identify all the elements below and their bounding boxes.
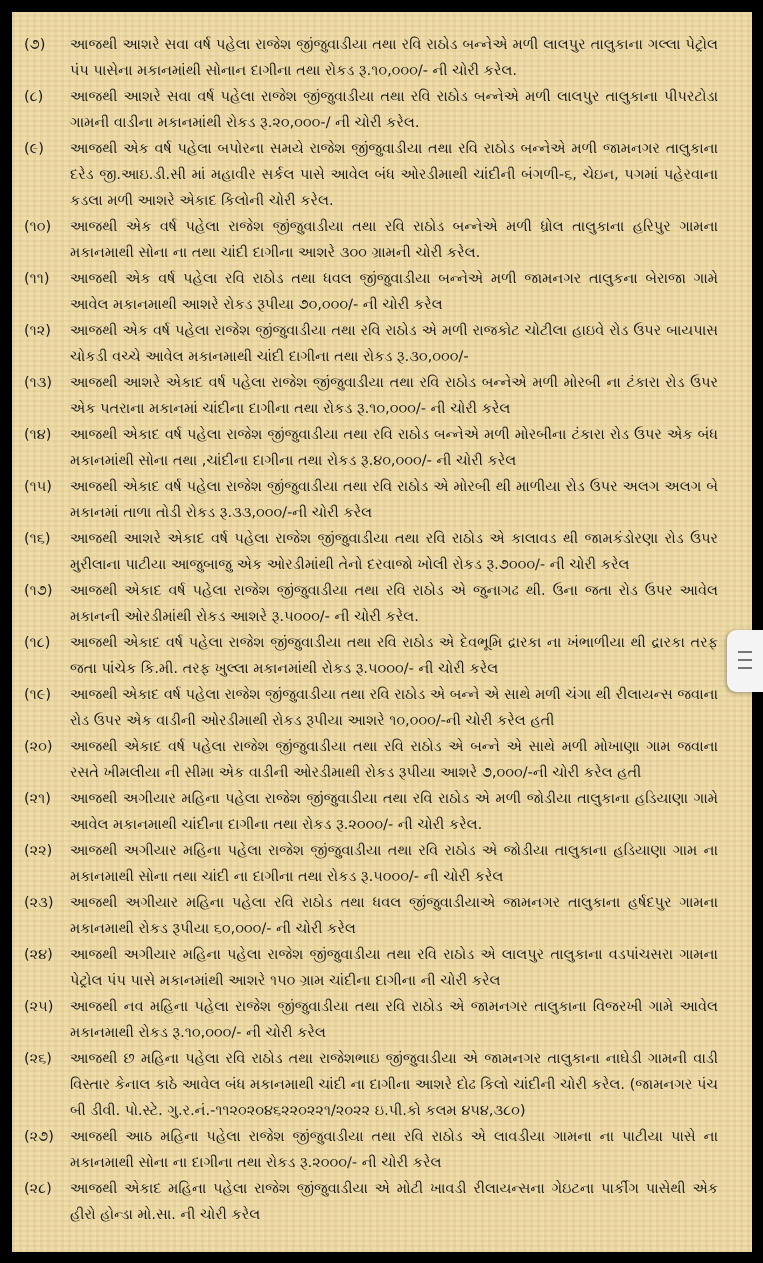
list-item	[12, 370, 752, 422]
entry-number: (૧૩)	[24, 375, 53, 391]
grip-line-icon	[738, 659, 752, 661]
entry-number: (૮)	[24, 89, 44, 105]
entry-number: (૨૧)	[24, 791, 51, 807]
entry-text: આજથી એકાદ મહિના પહેલા રાજેશ જીંજુવાડીયા એ મોટી ખાવડી રીલાયન્સના ગેઇટના પાર્કીગ પાસેથી એક હીરો હોન્ડા મો.સા. ની ચોરી કરેલ	[70, 1181, 718, 1223]
list-item	[12, 1124, 752, 1176]
entry-number: (૧૭)	[24, 583, 53, 599]
entry-number: (૨૩)	[24, 895, 54, 911]
entry-number: (૨૦)	[24, 739, 53, 755]
entry-text: આજથી એકાદ વર્ષ પહેલા રાજેશ જીંજુવાડીયા તથા રવિ રાઠોડ એ જુનાગઢ થી. ઉના જતા રોડ ઉપર આવેલ મકાનની ઓરડીમાંથી રોકડ આશરે રૂ.૫૦૦૦/- ની ચોરી કરેલ.	[70, 583, 718, 625]
list-item	[12, 32, 752, 84]
entry-number: (૧૮)	[24, 635, 51, 651]
entry-number: (૭)	[24, 37, 46, 53]
entry-number: (૧૨)	[24, 323, 51, 339]
list-item	[12, 318, 752, 370]
list-item	[12, 786, 752, 838]
grip-line-icon	[738, 667, 752, 669]
list-item	[12, 266, 752, 318]
entry-number: (૧૬)	[24, 531, 51, 547]
entry-text: આજથી એક વર્ષ પહેલા રાજેશ જીંજુવાડીયા તથા રવિ રાઠોડ બન્નેએ મળી ધ્રોલ તાલુકાના હરિપુર ગામના મકાનમાથી સોના ના તથા ચાંદી દાગીના આશરે ૩૦૦ ગ્રામની ચોરી કરેલ.	[70, 219, 718, 261]
entry-text: આજથી અગીયાર મહિના પહેલા રાજેશ જીંજુવાડીયા તથા રવિ રાઠોડ એ મળી જોડીયા તાલુકાના હડિયાણા ગામે આવેલ મકાનમાથી ચાંદીના દાગીના તથા રોકડ રૂ.૨૦૦૦/- ની ચોરી કરેલ.	[70, 791, 718, 833]
entry-text: આજથી અગીયાર મહિના પહેલા રવિ રાઠોડ તથા ધવલ જીંજુવાડીયાએ જામનગર તાલુકાના હર્ષદપુર ગામના મકાનમાથી રોકડ રૂપીયા ૬૦,૦૦૦/- ની ચોરી કરેલ	[70, 895, 718, 937]
entry-text: આજથી એક વર્ષ પહેલા બપોરના સમયે રાજેશ જીંજુવાડીયા તથા રવિ રાઠોડ બન્નેએ મળી જામનગર તાલુકાના દરેડ જી.આઇ.ડી.સી માં મહાવીર સર્કલ પાસે આવેલ બંધ ઓરડીમાથી ચાંદીની બંગળી-૬, ચેઇન, પગમાં પહેરવાના કડલા મળી આશરે એકાદ કિલોની ચોરી કરેલ.	[70, 141, 718, 209]
list-item	[12, 890, 752, 942]
entry-text: આજથી આઠ મહિના પહેલા રાજેશ જીંજુવાડીયા તથા રવિ રાઠોડ એ લાવડીયા ગામના ના પાટીયા પાસે ના મકાનમાથી સોના ના દાગીના તથા રોકડ રૂ.૨૦૦૦/- ની ચોરી કરેલ	[70, 1129, 718, 1171]
entry-text: આજથી અગીયાર મહિના પહેલા રાજેશ જીંજુવાડીયા તથા રવિ રાઠોડ એ જોડીયા તાલુકાના હડિયાણા ગામ ના મકાનમાથી સોના તથા ચાંદી ના દાગીના તથા રોકડ રૂ.૫૦૦૦/- ની ચોરી કરેલ	[70, 843, 718, 885]
list-item	[12, 630, 752, 682]
entry-number: (૧૦)	[24, 219, 52, 235]
list-item	[12, 682, 752, 734]
entry-text: આજથી આશરે સવા વર્ષ પહેલા રાજેશ જીંજુવાડીયા તથા રવિ રાઠોડ બન્નેએ મળી લાલપુર તાલુકાના ગલ્લા પેટ્રોલ પંપ પાસેના મકાનમાંથી સોનાન દાગીના તથા રોકડ રૂ.૧૦,૦૦૦/- ની ચોરી કરેલ.	[70, 37, 718, 79]
entry-text: આજથી એકાદ વર્ષ પહેલા રાજેશ જીંજુવાડીયા તથા રવિ રાઠોડ એ બન્ને એ સાથે મળી મોખાણા ગામ જવાના રસતે ખીમલીયા ની સીમા એક વાડીની ઓરડીમાથી રોકડ રૂપીયા આશરે ૭,૦૦૦/-ની ચોરી કરેલ હતી	[70, 739, 718, 781]
list-item	[12, 214, 752, 266]
entry-number: (૨૨)	[24, 843, 53, 859]
list-item	[12, 942, 752, 994]
entry-text: આજથી આશરે એકાદ વર્ષ પહેલા રાજેશ જીંજુવાડીયા તથા રવિ રાઠોડ બન્નેએ મળી મોરબી ના ટંકારા રોડ ઉપર એક પતરાના મકાનમાં ચાંદીના દાગીના તથા રોકડ રૂ.૧૦,૦૦૦/- ની ચોરી કરેલ	[70, 375, 718, 417]
list-item	[12, 994, 752, 1046]
entry-number: (૨૫)	[24, 999, 54, 1015]
entry-text: આજથી આશરે સવા વર્ષ પહેલા રાજેશ જીંજુવાડીયા તથા રવિ રાઠોડ બન્નેએ મળી લાલપુર તાલુકાના પીપરટોડા ગામની વાડીના મકાનમાંથી રોકડ રૂ.૨૦,૦૦૦-/ ની ચોરી કરેલ.	[70, 89, 718, 131]
entry-text: આજથી આશરે એકાદ વર્ષ પહેલા રાજેશ જીંજુવાડીયા તથા રવિ રાઠોડ એ કાલાવડ થી જામકંડોરણા રોડ ઉપર મુરીલાના પાટીયા આજુબાજુ એક ઓરડીમાંથી તેનો દરવાજો ખોલી રોકડ રૂ.૭૦૦૦/- ની ચોરી કરેલ	[70, 531, 718, 573]
entry-text: આજથી નવ મહિના પહેલા રાજેશ જીંજુવાડીયા તથા રવિ રાઠોડ એ જામનગર તાલુકાના વિજરખી ગામે આવેલ મકાનમાથી રોકડ રૂ.૧૦,૦૦૦/- ની ચોરી કરેલ	[70, 999, 718, 1041]
entry-text: આજથી એકાદ વર્ષ પહેલા રાજેશ જીંજુવાડીયા તથા રવિ રાઠોડ એ મોરબી થી માળીયા રોડ ઉપર અલગ અલગ બે મકાનમાં તાળા તોડી રોકડ રૂ.૩૩,૦૦૦/-ની ચોરી કરેલ	[70, 479, 718, 521]
entry-text: આજથી એકાદ વર્ષ પહેલા રાજેશ જીંજુવાડીયા તથા રવિ રાઠોડ એ દેવભૂમિ દ્રારકા ના ખંભાળીયા થી દ્રારકા તરફ જતા પાંચેક કિ.મી. તરફ ખુલ્લા મકાનમાંથી રોકડ રૂ.૫૦૦૦/- ની ચોરી કરેલ	[70, 635, 718, 677]
entry-number: (૧૫)	[24, 479, 52, 495]
list-item	[12, 734, 752, 786]
entry-number: (૨૬)	[24, 1051, 52, 1067]
list-item	[12, 1046, 752, 1124]
list-item	[12, 526, 752, 578]
list-item	[12, 578, 752, 630]
entry-number: (૨૮)	[24, 1181, 52, 1197]
entry-number: (૨૪)	[24, 947, 53, 963]
list-item	[12, 474, 752, 526]
list-item	[12, 422, 752, 474]
entry-number: (૧૧)	[24, 271, 50, 287]
entry-list	[12, 32, 752, 1228]
entry-text: આજથી એક વર્ષ પહેલા રવિ રાઠોડ તથા ધવલ જીંજુવાડીયા બન્નેએ મળી જામનગર તાલુકના બેરાજા ગામે આવેલ મકાનમાથી આશરે રોકડ રૂપીયા ૭૦,૦૦૦/- ની ચોરી કરેલ	[70, 271, 718, 313]
list-item	[12, 136, 752, 214]
entry-number: (૧૯)	[24, 687, 52, 703]
entry-number: (૨૭)	[24, 1129, 54, 1145]
entry-text: આજથી એકાદ વર્ષ પહેલા રાજેશ જીંજુવાડીયા તથા રવિ રાઠોડ એ બન્ને એ સાથે મળી ચંગા થી રીલાયન્સ જવાના રોડ ઉપર એક વાડીની ઓરડીમાથી રોકડ રૂપીયા આશરે ૧૦,૦૦૦/-ની ચોરી કરેલ હતી	[70, 687, 718, 729]
document-page	[12, 12, 752, 1252]
grip-line-icon	[738, 651, 752, 653]
entry-number: (૧૪)	[24, 427, 52, 443]
list-item	[12, 1176, 752, 1228]
list-item	[12, 84, 752, 136]
scroll-handle[interactable]	[727, 630, 763, 692]
entry-text: આજથી એક વર્ષ પહેલા રાજેશ જીંજુવાડીયા તથા રવિ રાઠોડ એ મળી રાજકોટ ચોટીલા હાઇવે રોડ ઉપર બાયપાસ ચોકડી વચ્ચે આવેલ મકાનમાથી ચાંદી દાગીના તથા રોકડ રૂ.૩૦,૦૦૦/-	[70, 323, 718, 365]
entry-text: આજથી એકાદ વર્ષ પહેલા રાજેશ જીંજુવાડીયા તથા રવિ રાઠોડ બન્નેએ મળી મોરબીના ટંકારા રોડ ઉપર એક બંધ મકાનમાંથી સોના તથા ,ચાંદીના દાગીના તથા રોકડ રૂ.૪૦,૦૦૦/- ની ચોરી કરેલ	[70, 427, 718, 469]
entry-number: (૯)	[24, 141, 44, 157]
list-item	[12, 838, 752, 890]
entry-text: આજથી અગીયાર મહિના પહેલા રાજેશ જીંજુવાડીયા તથા રવિ રાઠોડ એ લાલપુર તાલુકાના વડપાંચસરા ગામના પેટ્રોલ પંપ પાસે મકાનમાંથી આશરે ૧૫૦ ગ્રામ ચાંદીના દાગીના ની ચોરી કરેલ	[70, 947, 718, 989]
entry-text: આજથી છ મહિના પહેલા રવિ રાઠોડ તથા રાજેશભાઇ જીંજુવાડીયા એ જામનગર તાલુકાના નાઘેડી ગામની વાડી વિસ્તાર કેનાલ કાઠે આવેલ બંધ મકાનમાથી ચાંદી ના દાગીના આશરે દોઢ કિલો ચાંદીની ચોરી કરેલ. (જામનગર પંચ બી ડીવી. પો.સ્ટે. ગુ.ર.નં.-૧૧૨૦૨૦૪૬૨૨૦૨૨૧/૨૦૨૨ ઇ.પી.કો કલમ ૪૫૪,૩૮૦)	[70, 1051, 718, 1119]
